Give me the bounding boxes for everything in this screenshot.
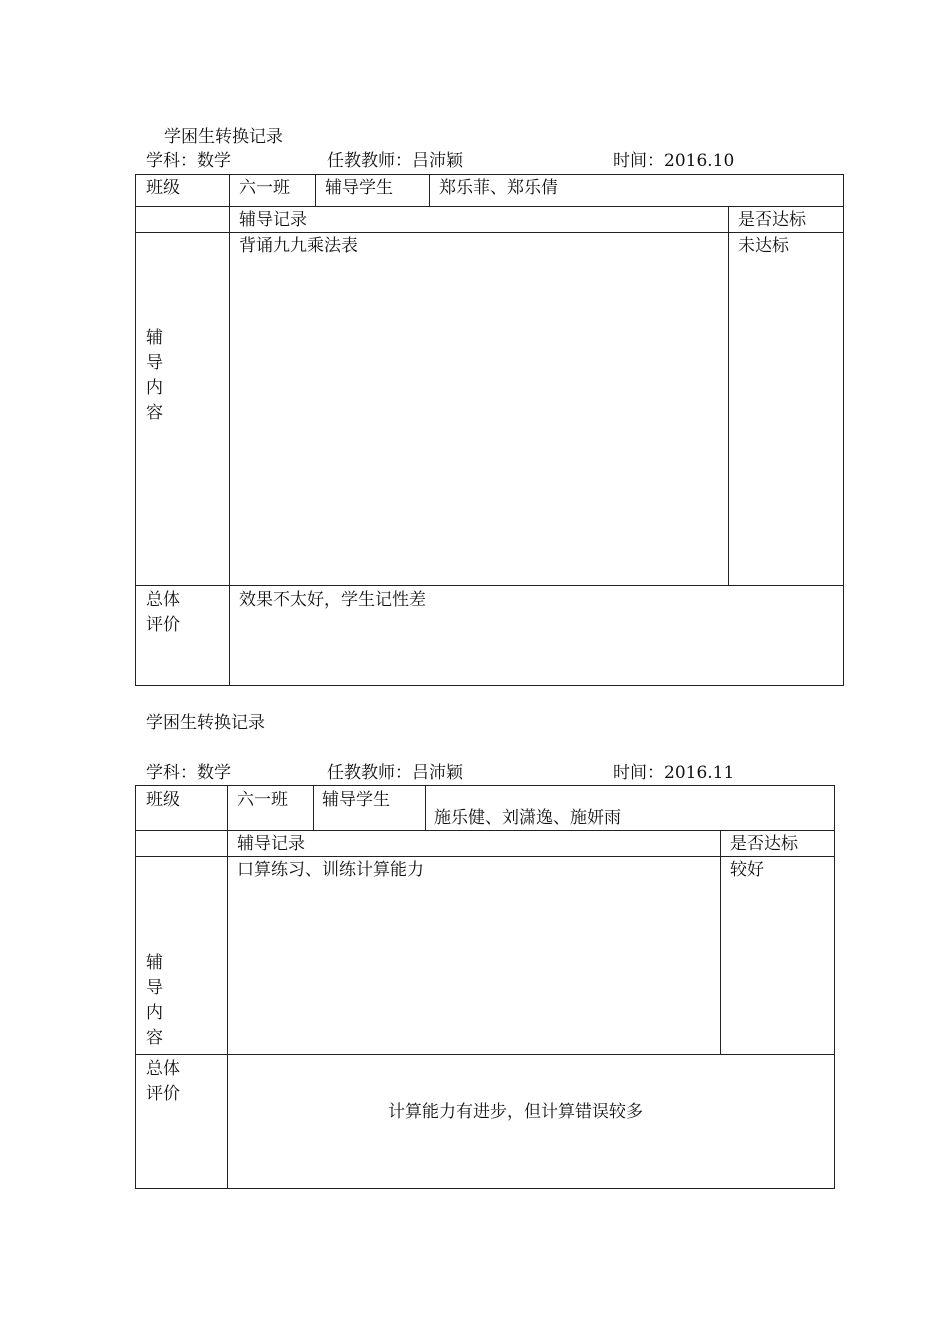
pass-header: 是否达标 xyxy=(730,834,798,854)
content-value: 背诵九九乘法表 xyxy=(239,236,358,256)
student-label: 辅导学生 xyxy=(325,178,393,198)
col-divider xyxy=(425,785,426,830)
row-divider xyxy=(135,830,835,831)
row-divider xyxy=(135,856,835,857)
subject-label: 学科：数学 xyxy=(146,763,231,783)
time-label: 时间：2016.10 xyxy=(613,151,735,171)
student-value: 施乐健、刘潇逸、施妍雨 xyxy=(434,808,621,828)
col-divider xyxy=(429,174,430,206)
class-value: 六一班 xyxy=(239,178,290,198)
eval-label-1: 总体 xyxy=(146,590,180,610)
student-value: 郑乐菲、郑乐倩 xyxy=(439,178,558,198)
content-label: 辅导内容 xyxy=(146,953,163,1048)
col-divider xyxy=(313,785,314,830)
col-divider xyxy=(229,174,230,686)
record-header: 辅导记录 xyxy=(239,210,307,230)
record-title: 学困生转换记录 xyxy=(164,127,283,147)
class-value: 六一班 xyxy=(237,790,288,810)
time-label: 时间：2016.11 xyxy=(613,763,735,783)
content-label: 辅导内容 xyxy=(146,328,163,423)
eval-label-1: 总体 xyxy=(146,1059,180,1079)
eval-label-2: 评价 xyxy=(146,1084,180,1104)
col-divider xyxy=(227,785,228,1189)
teacher-label: 任教教师：吕沛颖 xyxy=(327,151,463,171)
record-title: 学困生转换记录 xyxy=(146,713,265,733)
row-divider xyxy=(135,585,844,586)
col-divider xyxy=(720,830,721,1054)
row-divider xyxy=(135,206,844,207)
content-value: 口算练习、训练计算能力 xyxy=(237,860,424,880)
eval-label-2: 评价 xyxy=(146,615,180,635)
row-divider xyxy=(135,1054,835,1055)
eval-value: 效果不太好，学生记性差 xyxy=(239,590,426,610)
pass-value: 较好 xyxy=(730,860,764,880)
row-divider xyxy=(135,232,844,233)
pass-value: 未达标 xyxy=(738,236,789,256)
class-label: 班级 xyxy=(146,178,180,198)
col-divider xyxy=(728,206,729,585)
col-divider xyxy=(315,174,316,206)
subject-label: 学科：数学 xyxy=(146,151,231,171)
student-label: 辅导学生 xyxy=(322,790,390,810)
eval-value: 计算能力有进步，但计算错误较多 xyxy=(388,1102,643,1122)
pass-header: 是否达标 xyxy=(738,210,806,230)
teacher-label: 任教教师：吕沛颖 xyxy=(327,763,463,783)
record-header: 辅导记录 xyxy=(237,834,305,854)
class-label: 班级 xyxy=(146,790,180,810)
